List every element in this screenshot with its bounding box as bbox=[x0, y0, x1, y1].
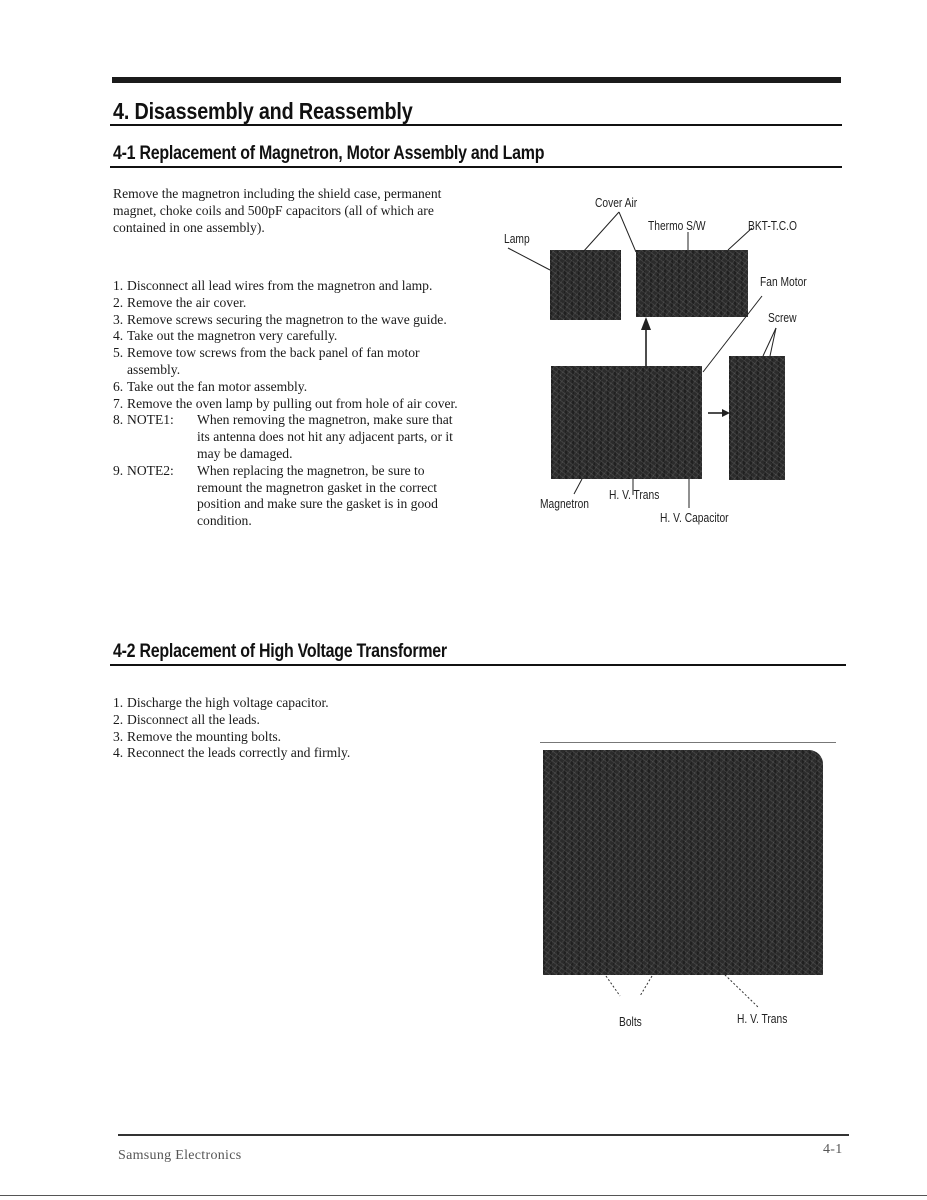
section1-intro: Remove the magnetron including the shield case, permanent magnet, choke coils and 500pF capacitors (all of which are contained in one assembly). bbox=[113, 186, 442, 235]
step-text: Remove screws securing the magnetron to the wave guide. bbox=[127, 311, 447, 327]
step-text: Remove the air cover. bbox=[127, 294, 247, 310]
step-number: 1. bbox=[113, 695, 124, 710]
step-number: 6. bbox=[113, 378, 124, 394]
step-number: 9. bbox=[113, 462, 124, 478]
label-hv-trans: H. V. Trans bbox=[609, 488, 660, 502]
chapter-title: 4. Disassembly and Reassembly bbox=[113, 98, 413, 124]
step-text: Take out the fan motor assembly. bbox=[127, 378, 308, 394]
step-number: 4. bbox=[113, 328, 124, 344]
step-text: Take out the magnetron very carefully. bbox=[127, 328, 338, 344]
label-bolts: Bolts bbox=[619, 1015, 642, 1029]
step-text: Discharge the high voltage capacitor. bbox=[127, 695, 329, 710]
note-text: When replacing the magnetron, be sure to remount the magnetron gasket in the correct position and make sure the gasket is in good condition. bbox=[197, 462, 438, 529]
label-cover-air: Cover Air bbox=[595, 196, 638, 210]
step-number: 5. bbox=[113, 345, 124, 361]
note-label: NOTE2: bbox=[127, 462, 174, 478]
step-number: 4. bbox=[113, 745, 124, 761]
footer-company: Samsung Electronics bbox=[118, 1148, 242, 1163]
step-text: Remove the mounting bolts. bbox=[127, 728, 282, 744]
step-number: 2. bbox=[113, 711, 124, 727]
step-number: 3. bbox=[113, 311, 124, 327]
step-text: Remove the oven lamp by pulling out from hole of air cover. bbox=[127, 395, 458, 411]
label-thermo-sw: Thermo S/W bbox=[648, 219, 706, 233]
step-number: 8. bbox=[113, 412, 124, 428]
label-bkt-tco: BKT-T.C.O bbox=[748, 219, 797, 233]
step-number: 7. bbox=[113, 395, 124, 411]
section1-title: 4-1 Replacement of Magnetron, Motor Assembly and Lamp bbox=[113, 143, 545, 164]
label-screw: Screw bbox=[768, 311, 797, 325]
step-number: 3. bbox=[113, 728, 124, 744]
label-fan-motor: Fan Motor bbox=[760, 275, 807, 289]
step-text: Remove tow screws from the back panel of fan motor assembly. bbox=[127, 345, 420, 377]
note-label: NOTE1: bbox=[127, 412, 174, 428]
step-text: Disconnect all the leads. bbox=[127, 711, 260, 727]
step-text: Reconnect the leads correctly and firmly. bbox=[127, 745, 351, 761]
step-text: Disconnect all lead wires from the magnetron and lamp. bbox=[127, 278, 433, 293]
label-lamp: Lamp bbox=[504, 232, 530, 246]
note-text: When removing the magnetron, make sure that its antenna does not hit any adjacent parts, or it may be damaged. bbox=[197, 412, 453, 461]
step-number: 2. bbox=[113, 294, 124, 310]
label-magnetron: Magnetron bbox=[540, 497, 590, 511]
step-number: 1. bbox=[113, 278, 124, 293]
page-bottom-edge bbox=[0, 1195, 927, 1196]
label-hv-capacitor: H. V. Capacitor bbox=[660, 511, 729, 525]
footer-rule bbox=[118, 1134, 849, 1136]
section2-title: 4-2 Replacement of High Voltage Transformer bbox=[113, 641, 447, 662]
footer-page-number: 4-1 bbox=[823, 1142, 843, 1157]
label-hv-trans-2: H. V. Trans bbox=[737, 1012, 788, 1026]
